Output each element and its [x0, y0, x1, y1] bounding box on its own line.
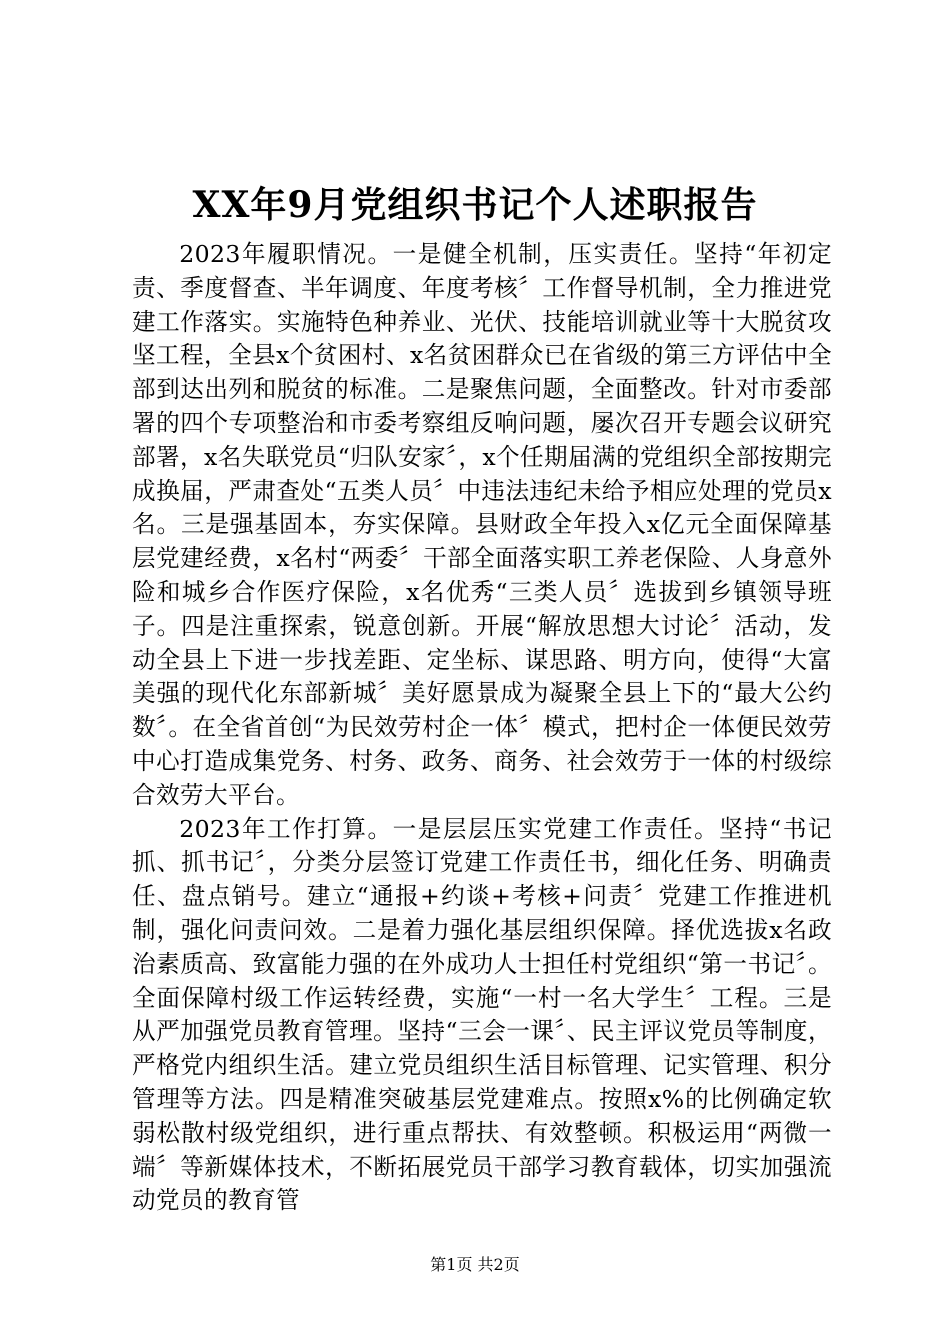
page-number-footer: 第1页 共2页 — [430, 1255, 520, 1274]
document-body — [132, 238, 832, 1218]
document-title: XX年9月党组织书记个人述职报告 — [192, 184, 758, 226]
paragraph-2023-plan: 2023年工作打算。一是层层压实党建工作责任。坚持“书记抓、抓书记〞，分类分层签订党建工作责任书，细化任务、明确责任、盘点销号。建立“通报+约谈+考核+问责〞党建工作推进机制，强化问责问效。二是着力强化基层组织保障。择优选拔x名政治素质高、致富能力强的在外成功人士担任村党组织“第一书记〞。全面保障村级工作运转经费，实施“一村一名大学生〞工程。三是从严加强党员教育管理。坚持“三会一课〞、民主评议党员等制度，严格党内组织生活。建立党员组织生活目标管理、记实管理、积分管理等方法。四是精准突破基层党建难点。按照x%的比例确定软弱松散村级党组织，进行重点帮扶、有效整顿。积极运用“两微一端〞等新媒体技术，不断拓展党员干部学习教育载体，切实加强流动党员的教育管 — [132, 814, 832, 1215]
paragraph-2023-performance: 2023年履职情况。一是健全机制，压实责任。坚持“年初定责、季度督查、半年调度、年度考核〞工作督导机制，全力推进党建工作落实。实施特色种养业、光伏、技能培训就业等十大脱贫攻坚工程，全县x个贫困村、x名贫困群众已在省级的第三方评估中全部到达出列和脱贫的标准。二是聚焦问题，全面整改。针对市委部署的四个专项整治和市委考察组反响问题，屡次召开专题会议研究部署，x名失联党员“归队安家〞，x个任期届满的党组织全部按期完成换届，严肃查处“五类人员〞中违法违纪未给予相应处理的党员x名。三是强基固本，夯实保障。县财政全年投入x亿元全面保障基层党建经费，x名村“两委〞干部全面落实职工养老保险、人身意外险和城乡合作医疗保险，x名优秀“三类人员〞选拔到乡镇领导班子。四是注重探索，锐意创新。开展“解放思想大讨论〞活动，发动全县上下进一步找差距、定坐标、谋思路、明方向，使得“大富美强的现代化东部新城〞美好愿景成为凝聚全县上下的“最大公约数〞。在全省首创“为民效劳村企一体〞模式，把村企一体便民效劳中心打造成集党务、村务、政务、商务、社会效劳于一体的村级综合效劳大平台。 — [132, 240, 832, 809]
